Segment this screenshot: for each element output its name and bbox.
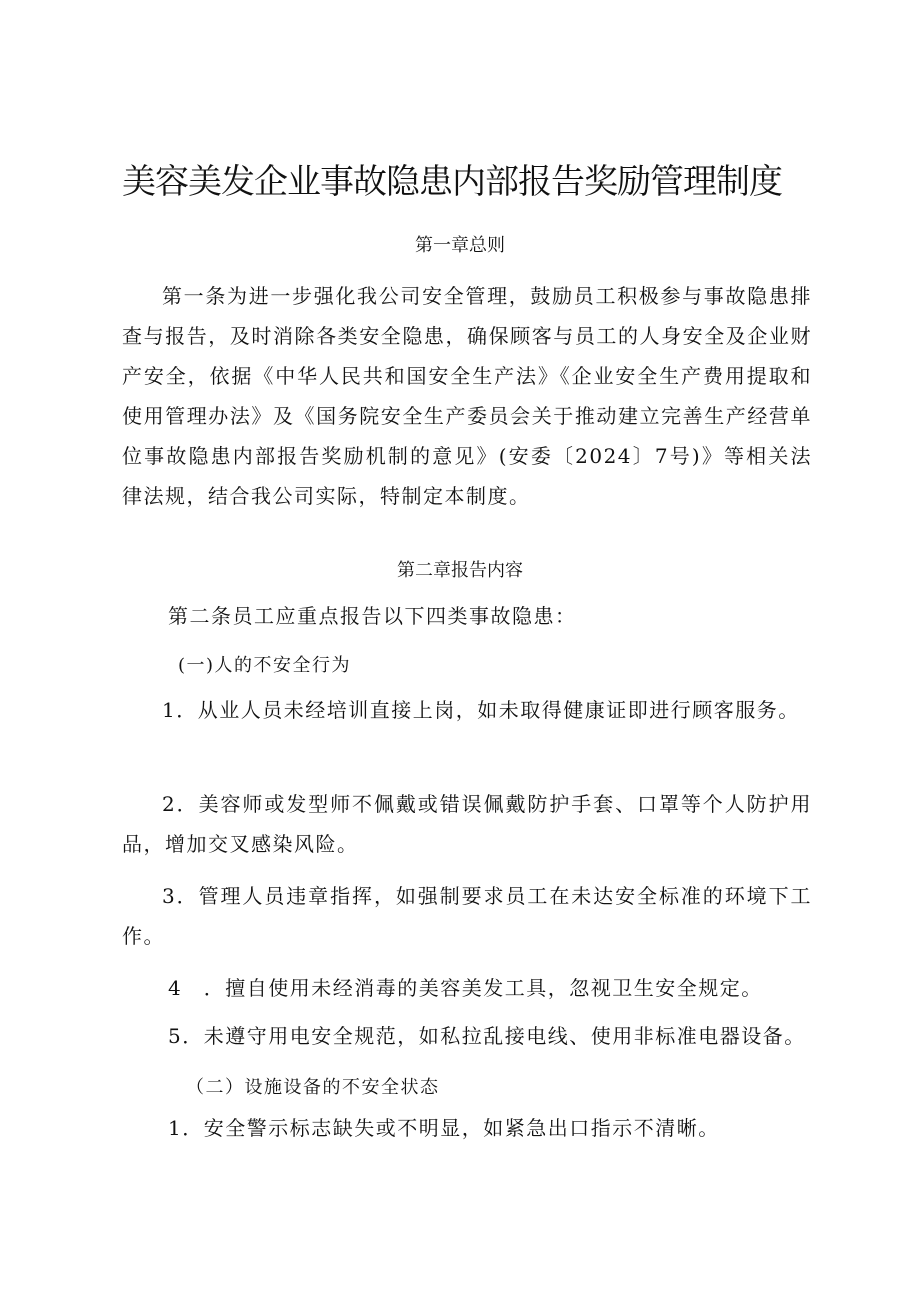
article-2-paragraph: 第二条员工应重点报告以下四类事故隐患： xyxy=(168,604,577,628)
section-2-item-1: 1．安全警示标志缺失或不明显，如紧急出口指示不清晰。 xyxy=(168,1116,720,1140)
section-1-heading: (一)人的不安全行为 xyxy=(178,655,352,676)
section-1-item-4: 4 ．擅自使用未经消毒的美容美发工具，忽视卫生安全规定。 xyxy=(168,976,763,1000)
section-1-item-1: 1．从业人员未经培训直接上岗，如未取得健康证即进行顾客服务。 xyxy=(162,698,800,722)
section-1-item-5: 5．未遵守用电安全规范，如私拉乱接电线、使用非标准电器设备。 xyxy=(168,1024,806,1048)
section-2-heading: （二）设施设备的不安全状态 xyxy=(186,1077,440,1098)
section-1-item-3: 3．管理人员违章指挥，如强制要求员工在未达安全标准的环境下工作。 xyxy=(122,884,812,948)
document-title: 美容美发企业事故隐患内部报告奖励管理制度 xyxy=(122,162,782,202)
section-1-item-2: 2．美容师或发型师不佩戴或错误佩戴防护手套、口罩等个人防护用品，增加交叉感染风险。 xyxy=(122,792,812,856)
article-1-paragraph: 第一条为进一步强化我公司安全管理，鼓励员工积极参与事故隐患排查与报告，及时消除各类安全隐患，确保顾客与员工的人身安全及企业财产安全，依据《中华人民共和国安全生产法》《企业安全生产费用提取和使用管理办法》及《国务院安全生产委员会关于推动建立完善生产经营单位事故隐患内部报告奖励机制的意见》(安委〔2024〕7号)》等相关法律法规，结合我公司实际，特制定本制度。 xyxy=(122,284,812,508)
chapter-1-heading: 第一章总则 xyxy=(415,235,505,256)
chapter-2-heading: 第二章报告内容 xyxy=(397,560,523,581)
